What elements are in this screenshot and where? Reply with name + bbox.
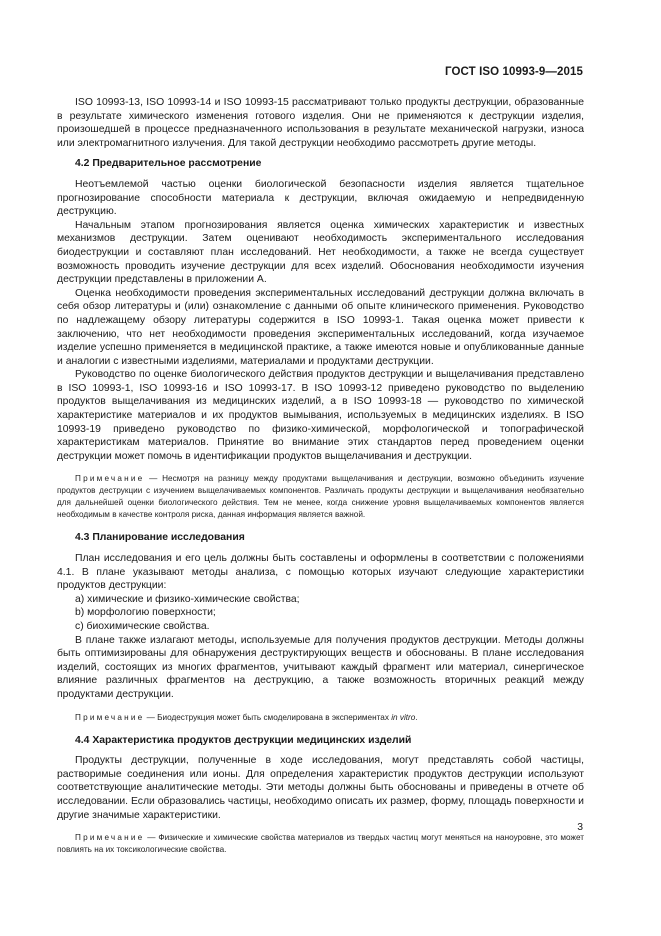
page-number: 3 <box>577 822 583 833</box>
list-item-a: a) химические и физико-химические свойства; <box>75 593 300 605</box>
section-4-2-note <box>57 473 584 521</box>
section-4-3-note <box>57 712 584 724</box>
note-italic: in vitro <box>391 712 416 722</box>
list-item-c: c) биохимические свойства. <box>75 621 210 632</box>
standard-header: ГОСТ ISO 10993-9—2015 <box>445 66 583 78</box>
section-4-2-paragraph-3: Оценка необходимости проведения экспериментальных исследований деструкции должна включать в себя обзор литературы и (или) ознакомление с данными об опыте клинического применения. Руководство по надлежащему обзору литературы содержится в ISO 10993-1. Такая оценка может привести к заключению, что нет необходимости проведения экспериментальных исследований, когда изучаемое изделие успешно применяется в медицинской практике, а также имеются новые и опубликованные данные и аналогии с известными изделиями, материалами и продуктами деструкции. <box>57 287 584 367</box>
section-4-3-paragraph-1: План исследования и его цель должны быть составлены и оформлены в соответствии с положениями 4.1. В плане указывают методы анализа, с помощью которых изучают следующие характеристики продуктов деструкции: <box>57 553 584 592</box>
note-text: — Физические и химические свойства материалов из твердых частиц могут меняться на наноуровне, это может повлиять на их токсикологические свойства. <box>57 833 584 855</box>
section-4-2-paragraph-2: Начальным этапом прогнозирования является оценка химических характеристик и известных механизмов деструкции. Затем оценивают необходимость экспериментального исследования биодеструкции и составляют план исследований. Нет необходимости, а также не всегда существует возможность проводить изучение деструкции для всех изделий. Обоснования необходимости изучения деструкции представлены в приложении А. <box>57 219 584 286</box>
note-text: — Несмотря на разницу между продуктами выщелачивания и деструкции, возможно объединить изучение продуктов деструкции с изучением выщелачиваемых компонентов. Различать продукты деструкции и выщелачивания необязательно для дальнейшей оценки биологического действия. Тем не менее, когда снижение уровня выщелачиваемых компонентов является необходимым в качестве контроля риска, данная информация является важной. <box>57 474 584 520</box>
page-body <box>57 96 584 856</box>
section-4-3-paragraph-2: В плане также излагают методы, используемые для получения продуктов деструкции. Методы должны быть оптимизированы для обнаружения деструктирующих веществ и обоснованы. В плане исследования изделий, состоящих из многих фрагментов, учитывают каждый фрагмент или материал, синергическое влияние различных фрагментов на деструкцию, а также возможность вторичных реакций между продуктами деструкции. <box>57 634 584 700</box>
note-label: Примечание <box>75 712 145 722</box>
section-4-4-paragraph-1: Продукты деструкции, полученные в ходе исследования, могут представлять собой частицы, растворимые соединения или ионы. Для определения характеристик продуктов деструкции используют соответствующие аналитические методы. Эти методы должны быть обоснованы и приведены в отчете об исследовании. Если образовались частицы, необходимо описать их размер, форму, площадь поверхности и другие значимые характеристики. <box>57 755 584 821</box>
section-4-4-heading: 4.4 Характеристика продуктов деструкции медицинских изделий <box>75 734 412 746</box>
list-item-b: b) морфологию поверхности; <box>75 607 216 619</box>
section-4-4-note <box>57 832 584 856</box>
section-4-3-heading: 4.3 Планирование исследования <box>75 532 245 544</box>
intro-paragraph: ISO 10993-13, ISO 10993-14 и ISO 10993-15 рассматривают только продукты деструкции, образованные в результате химического изменения готового изделия. Они не применяются к деструкции изделия, произошедшей в процессе предназначенного использования в результате механической нагрузки, износа или электромагнитного излучения. Для такой деструкции необходимо рассмотреть другие методы. <box>57 97 584 149</box>
section-4-2-paragraph-1: Неотъемлемой частью оценки биологической безопасности изделия является тщательное прогнозирование способности материала к деструкции, включая ожидаемую и непредвиденную деструкцию. <box>57 178 584 218</box>
note-label: Примечание <box>75 474 145 484</box>
section-4-2-heading: 4.2 Предварительное рассмотрение <box>75 158 262 170</box>
note-end: . <box>415 712 418 722</box>
section-4-2-paragraph-4: Руководство по оценке биологического действия продуктов деструкции и выщелачивания представлено в ISO 10993-1, ISO 10993-16 и ISO 10993-17. В ISO 10993-12 приведено руководство по выделению продуктов выщелачивания из медицинских изделий, а в ISO 10993-18 — руководство по химической характеристике материалов и их продуктов вымывания, используемых в медицинских изделиях. В ISO 10993-19 приведено руководство по физико-химической, морфологической и топографической характеристикам материалов. Принятие во внимание этих стандартов перед проведением оценки деструкции может помочь в идентификации продуктов выщелачивания и деструкции. <box>57 369 584 462</box>
note-label: Примечание <box>75 833 145 843</box>
note-text: — Биодеструкция может быть смоделирована в экспериментах <box>144 712 392 722</box>
